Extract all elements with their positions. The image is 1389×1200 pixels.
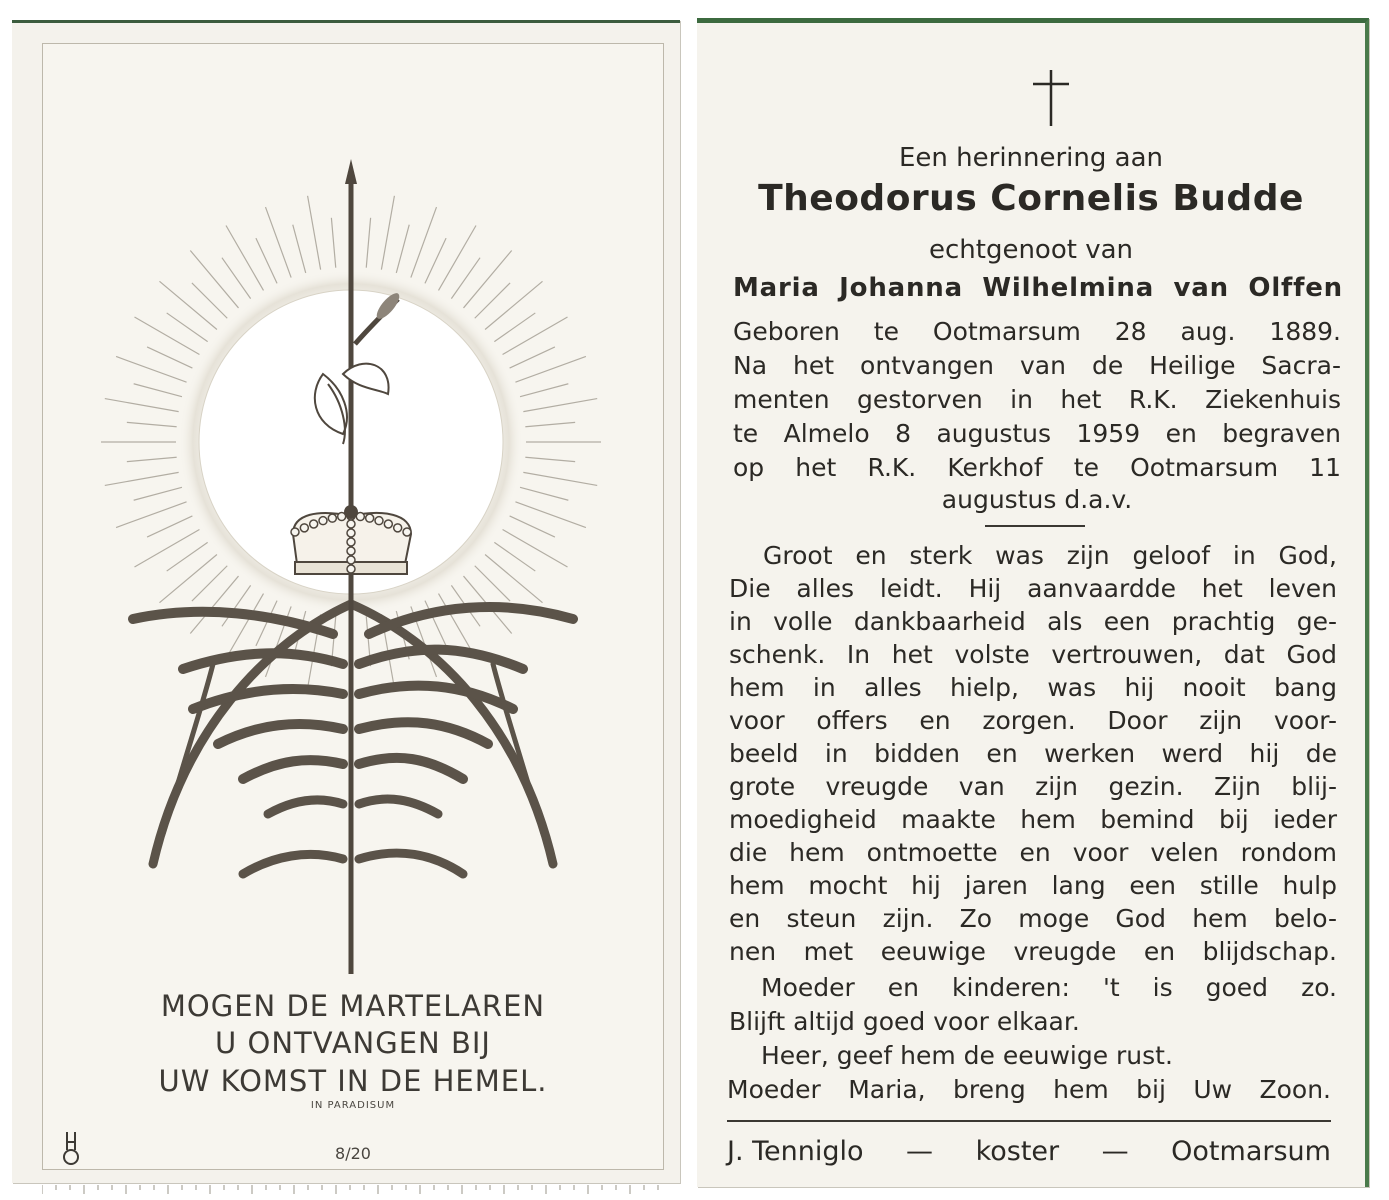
divider-short: [985, 525, 1085, 527]
sun-ray: [308, 196, 321, 270]
sun-ray: [105, 399, 179, 412]
sun-ray: [510, 516, 555, 537]
divider-long: [727, 1120, 1331, 1122]
text-line: Die alles leidt. Hij aanvaardde het leven: [729, 574, 1337, 603]
sun-ray: [396, 225, 409, 273]
crown-pearl: [319, 517, 327, 525]
text-line: Moeder en kinderen: 't is goed zo.: [761, 973, 1337, 1002]
footer-dash: —: [906, 1135, 934, 1167]
sun-ray: [293, 225, 306, 273]
sun-ray: [520, 487, 568, 500]
text-line: in volle dankbaarheid als een prachtig ge-: [729, 607, 1337, 636]
sun-ray: [485, 281, 542, 329]
publisher-monogram-icon: [59, 1130, 83, 1166]
text-line: Blijft altijd goed voor elkaar.: [729, 1007, 1080, 1036]
sun-ray: [147, 516, 192, 537]
sun-ray: [147, 347, 192, 368]
crown-pearl: [291, 528, 299, 536]
deceased-name: Theodorus Cornelis Budde: [758, 178, 1304, 219]
text-line: die hem ontmoette en voor velen rondom: [729, 838, 1337, 867]
crown-pearl: [347, 529, 355, 537]
sun-ray: [134, 487, 182, 500]
text-line: hem in alles hielp, was hij nooit bang: [729, 673, 1337, 702]
sun-ray: [134, 384, 182, 397]
caption-line-2: U ONTVANGEN BIJ: [215, 1026, 491, 1060]
text-line: Groot en sterk was zijn geloof in God,: [763, 541, 1337, 570]
text-line: nen met eeuwige vreugde en blijdschap.: [729, 937, 1337, 966]
sun-ray: [510, 347, 555, 368]
sun-ray: [425, 238, 446, 283]
crown-pearl: [347, 547, 355, 555]
crown-pearl: [328, 514, 336, 522]
front-frame: [42, 43, 664, 1170]
printer-place: Ootmarsum: [1171, 1135, 1331, 1167]
sun-ray: [127, 422, 177, 426]
sun-ray: [331, 218, 335, 268]
sun-ray: [226, 225, 264, 290]
bio-line: augustus d.a.v.: [941, 485, 1133, 514]
text-line: Moeder Maria, breng hem bij Uw Zoon.: [727, 1075, 1331, 1104]
text-line: en steun zijn. Zo moge God hem belo-: [729, 904, 1337, 933]
sun-ray: [105, 472, 179, 485]
intro-line: Een herinnering aan: [898, 143, 1163, 173]
sun-ray: [523, 472, 597, 485]
printer-name: J. Tenniglo: [727, 1135, 864, 1167]
footer-dash: —: [1101, 1135, 1129, 1167]
bio-line: menten gestorven in het R.K. Ziekenhuis: [733, 385, 1341, 414]
prayer-card-front: [12, 20, 680, 1183]
crown-pearl: [347, 556, 355, 564]
text-line: grote vreugde van zijn gezin. Zijn blij-: [729, 772, 1337, 801]
spouse-of-line: echtgenoot van: [928, 235, 1133, 265]
sun-ray: [159, 554, 216, 602]
caption-line-3: UW KOMST IN DE HEMEL.: [158, 1064, 548, 1098]
card-number: 8/20: [335, 1144, 371, 1163]
printer-role: koster: [975, 1135, 1060, 1167]
sun-ray: [503, 530, 568, 568]
edge-tick-marks: [42, 1185, 662, 1195]
text-line: hem mocht hij jaren lang een stille hulp: [729, 871, 1337, 900]
prayer-card-back: [697, 18, 1369, 1187]
crown-pearl: [403, 528, 411, 536]
crown-pearl: [347, 538, 355, 546]
crown-pearl: [347, 520, 355, 528]
sun-ray: [525, 422, 575, 426]
sun-ray: [485, 554, 542, 602]
sun-ray: [525, 457, 575, 461]
crown-pearl: [347, 565, 355, 573]
bio-line: Geboren te Ootmarsum 28 aug. 1889.: [733, 317, 1341, 346]
sun-ray: [463, 250, 511, 307]
crown-pearl: [394, 524, 402, 532]
crown-pearl: [300, 524, 308, 532]
sun-ray: [523, 399, 597, 412]
sun-ray: [520, 384, 568, 397]
text-line: Heer, geef hem de eeuwige rust.: [761, 1041, 1173, 1070]
sun-ray: [439, 225, 477, 290]
caption-latin: IN PARADISUM: [310, 1100, 396, 1111]
printer-footer: [727, 1131, 1331, 1171]
caption-line-1: MOGEN DE MARTELAREN: [160, 989, 546, 1023]
lily-crown-palm-sunburst-icon: [43, 44, 663, 1004]
spouse-name: Maria Johanna Wilhelmina van Olffen: [733, 273, 1343, 303]
bio-line: Na het ontvangen van de Heilige Sacra-: [733, 351, 1341, 380]
sun-ray: [134, 317, 199, 355]
sun-ray: [134, 530, 199, 568]
crown-pearl: [375, 517, 383, 525]
text-line: voor offers en zorgen. Door zijn voor-: [729, 706, 1337, 735]
sun-ray: [127, 457, 177, 461]
bio-line: te Almelo 8 augustus 1959 en begraven: [733, 419, 1341, 448]
sun-ray: [366, 218, 370, 268]
sun-ray: [190, 250, 238, 307]
bio-line: op het R.K. Kerkhof te Ootmarsum 11: [733, 453, 1341, 482]
sun-ray: [503, 317, 568, 355]
text-line: schenk. In het volste vertrouwen, dat God: [729, 640, 1337, 669]
cross-icon: [1027, 68, 1075, 128]
crown-pearl: [310, 520, 318, 528]
sun-ray: [381, 196, 394, 270]
crown-pearl: [366, 514, 374, 522]
text-line: moedigheid maakte hem bemind bij ieder: [729, 805, 1337, 834]
sun-ray: [190, 576, 238, 633]
sun-ray: [159, 281, 216, 329]
text-line: beeld in bidden en werken werd hij de: [729, 739, 1337, 768]
crown-pearl: [384, 520, 392, 528]
sun-ray: [256, 238, 277, 283]
